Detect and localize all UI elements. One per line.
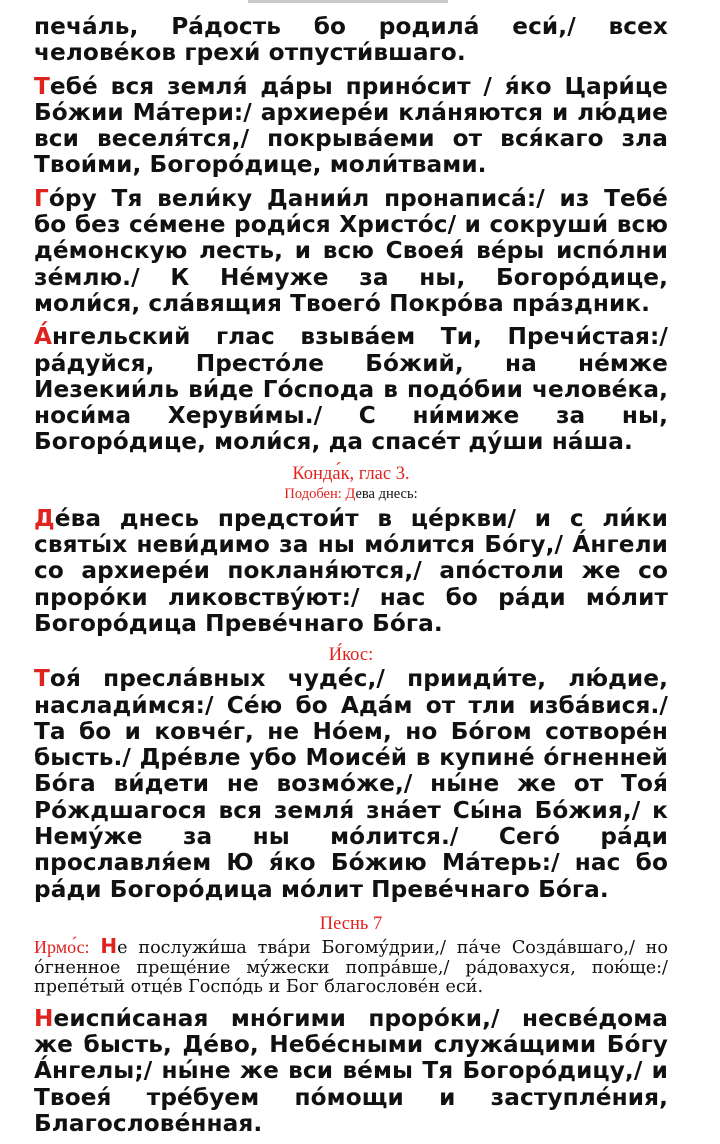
podoben-label: Подобен:: [284, 485, 342, 502]
red-initial: Т: [34, 72, 50, 100]
top-edge-mark: [248, 0, 448, 3]
irmos-text: е послужи́ша тва́ри Богому́дрии,/ па́че Созда́вшаго,/ но о́гненное преще́ние му́жески попра́вше,/ ра́довахуся, пою́ще:/ препе́тый отце́в Госпо́дь и Бог благослове́н еси́.: [34, 937, 669, 998]
paragraph-text: нгельский глас взыва́ем Ти, Пречи́стая:/ ра́дуйся, Престо́ле Бо́жий, на не́мже Иезекии́ль ви́де Го́спода в подо́бии челове́ка, носи́ма Херуви́мы./ С ни́миже за ны, Богоро́дице, моли́ся, да спасе́т ду́ши на́ша.: [34, 323, 668, 456]
podoben-line: [34, 485, 668, 504]
page-text: [34, 14, 668, 1144]
ode-heading: Песнь 7: [319, 913, 383, 934]
kontakion-heading: Конда́к, глас 3.: [292, 463, 410, 484]
ikos-heading: И́кос:: [328, 645, 374, 666]
troparion-paragraph: [34, 186, 668, 317]
troparion-paragraph: [34, 74, 668, 179]
ikos-paragraph: [34, 666, 668, 903]
red-initial: Г: [34, 184, 49, 212]
red-initial: А́: [34, 323, 53, 351]
red-initial: Д: [34, 504, 55, 532]
irmos-label: Ирмо́с:: [34, 936, 90, 957]
red-initial: Н: [100, 933, 118, 958]
paragraph-text: о́ру Тя вели́ку Дании́л пронаписа́:/ из Тебе́ бо без се́мене роди́ся Христо́с/ и сокруши́ всю де́монскую лесть, и всю Своея́ ве́ры испо́лни зе́млю./ К Не́муже за ны, Богоро́дице, моли́ся, сла́вящия Твоего́ Покро́ва пра́здник.: [34, 184, 668, 317]
podoben-initial: Д: [345, 485, 356, 502]
podoben-text: ева днесь:: [355, 485, 418, 502]
paragraph-text: е́ва днесь предстои́т в це́ркви/ и с ли́ки святы́х неви́димо за ны мо́лится Бо́гу,/ А́нгели со архиере́и покланя́ются,/ апо́столи же со проро́ки ликовству́ют:/ нас бо ра́ди мо́лит Богоро́дица Преве́чнаго Бо́га.: [34, 504, 668, 637]
red-initial: Т: [34, 665, 50, 693]
red-initial: Н: [34, 1004, 54, 1032]
troparion-paragraph: [34, 1006, 668, 1137]
paragraph-text: ебе́ вся земля́ да́ры прино́сит / я́ко Цари́це Бо́жии Ма́тери:/ архиере́и кла́няются и лю́дие вси веселя́тся,/ покрыва́еми от вся́каго зла Твои́ми, Богоро́дице, моли́твами.: [34, 72, 668, 179]
paragraph-text: печа́ль, Ра́дость бо родила́ еси́,/ всех челове́ков грехи́ отпусти́вшаго.: [34, 13, 668, 67]
paragraph-text: еиспи́саная мно́гими проро́ки,/ несве́дома же бысть, Де́во, Небе́сными служа́щими Бо́гу А́нгелы;/ ны́не же вси ве́мы Тя Богоро́дицу,/ и Твоея́ тре́буем по́мощи и заступле́ния, Благослове́нная.: [34, 1004, 668, 1137]
kontakion-paragraph: [34, 506, 668, 637]
irmos-paragraph: [34, 933, 669, 998]
paragraph-continuation: [34, 14, 668, 67]
troparion-paragraph: [34, 324, 668, 455]
paragraph-text: оя́ пресла́вных чуде́с,/ прииди́те, лю́дие, наслади́мся:/ Се́ю бо Ада́м от тли изба́вися./ Та бо и ковче́г, не Но́ем, но Бо́гом сотворе́н бысть./ Дре́вле убо Моисе́й в купине́ о́гненней Бо́га ви́дети не возмо́же,/ ны́не же от Тоя́ Ро́ждшагося вся земля́ зна́ет Сы́на Бо́жия,/ к Нему́же за ны мо́лится./ Сего́ ра́ди прославля́ем Ю я́ко Бо́жию Ма́терь:/ нас бо ра́ди Богоро́дица мо́лит Преве́чнаго Бо́га.: [34, 665, 668, 903]
